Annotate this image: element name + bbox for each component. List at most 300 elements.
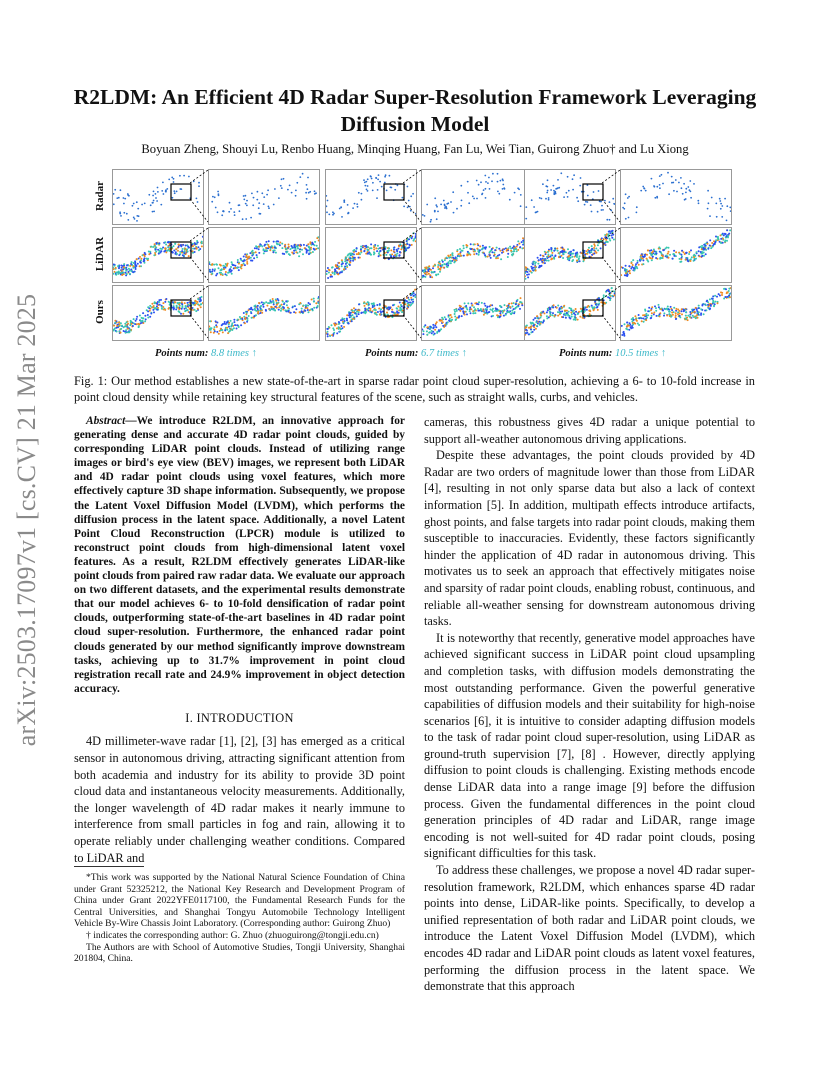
point	[329, 335, 331, 337]
point	[335, 265, 337, 267]
point	[332, 272, 334, 274]
point	[452, 252, 454, 254]
footnotes	[74, 872, 405, 965]
point	[689, 314, 691, 316]
point	[447, 266, 449, 268]
point	[432, 324, 434, 326]
point	[296, 182, 298, 184]
point	[370, 175, 372, 177]
point	[355, 250, 357, 252]
point	[553, 304, 555, 306]
point	[256, 256, 258, 258]
point	[498, 254, 500, 256]
point	[347, 204, 349, 206]
point	[286, 251, 288, 253]
point	[268, 206, 270, 208]
point	[396, 255, 398, 257]
point	[164, 309, 166, 311]
point	[120, 328, 122, 330]
point	[396, 308, 398, 310]
point	[185, 245, 187, 247]
point	[144, 257, 146, 259]
point	[703, 255, 705, 257]
point	[136, 316, 138, 318]
point	[460, 185, 462, 187]
point	[211, 263, 213, 265]
point	[251, 193, 253, 195]
point	[238, 269, 240, 271]
point	[141, 317, 143, 319]
point	[447, 321, 449, 323]
panel-radar-3-zoom	[620, 169, 732, 225]
point	[516, 306, 518, 308]
point	[228, 326, 230, 328]
point	[267, 244, 269, 246]
point	[299, 302, 301, 304]
point	[573, 313, 575, 315]
point	[628, 329, 630, 331]
point	[477, 308, 479, 310]
point	[587, 305, 589, 307]
point	[436, 206, 438, 208]
point	[257, 307, 259, 309]
point	[693, 256, 695, 258]
point	[258, 202, 260, 204]
point	[291, 192, 293, 194]
point	[173, 178, 175, 180]
point	[343, 199, 345, 201]
point	[184, 248, 186, 250]
point	[261, 301, 263, 303]
point	[594, 301, 596, 303]
point	[141, 204, 143, 206]
point	[145, 318, 147, 320]
point	[251, 251, 253, 253]
point	[224, 321, 226, 323]
point	[169, 248, 171, 250]
point	[484, 254, 486, 256]
point	[477, 310, 479, 312]
point	[567, 176, 569, 178]
point	[270, 302, 272, 304]
point	[710, 304, 712, 306]
point	[460, 255, 462, 257]
point	[126, 264, 128, 266]
point	[686, 258, 688, 260]
point	[484, 312, 486, 314]
point	[336, 327, 338, 329]
point	[572, 253, 574, 255]
point	[690, 260, 692, 262]
point	[136, 220, 138, 222]
point	[299, 248, 301, 250]
zoom-box	[384, 184, 404, 200]
point	[665, 248, 667, 250]
point	[511, 254, 513, 256]
point	[685, 192, 687, 194]
point	[428, 265, 430, 267]
point	[595, 248, 597, 250]
point	[662, 310, 664, 312]
point	[118, 321, 120, 323]
point	[434, 325, 436, 327]
point	[703, 244, 705, 246]
point	[513, 312, 515, 314]
point	[361, 199, 363, 201]
point	[709, 215, 711, 217]
point	[707, 248, 709, 250]
point	[187, 246, 189, 248]
point	[589, 310, 591, 312]
point	[712, 300, 714, 302]
point	[371, 311, 373, 313]
point	[442, 325, 444, 327]
point	[306, 307, 308, 309]
point	[535, 270, 537, 272]
point	[272, 300, 274, 302]
point	[350, 316, 352, 318]
point	[588, 250, 590, 252]
point	[553, 185, 555, 187]
point	[220, 269, 222, 271]
point	[513, 302, 515, 304]
point	[579, 260, 581, 262]
point	[629, 322, 631, 324]
point	[287, 311, 289, 313]
point	[671, 309, 673, 311]
point	[265, 301, 267, 303]
point	[691, 256, 693, 258]
point	[563, 250, 565, 252]
point	[635, 319, 637, 321]
point	[579, 316, 581, 318]
point	[376, 250, 378, 252]
point	[649, 252, 651, 254]
point	[547, 179, 549, 181]
point	[431, 276, 433, 278]
point	[346, 314, 348, 316]
point	[308, 192, 310, 194]
point	[681, 250, 683, 252]
point	[544, 312, 546, 314]
point	[556, 248, 558, 250]
point	[528, 273, 530, 275]
point	[127, 328, 129, 330]
point	[148, 194, 150, 196]
point	[439, 271, 441, 273]
point	[568, 255, 570, 257]
point	[487, 182, 489, 184]
point	[120, 332, 122, 334]
point	[315, 248, 317, 250]
point	[373, 251, 375, 253]
point	[327, 333, 329, 335]
point	[257, 305, 259, 307]
point	[364, 305, 366, 307]
point	[161, 306, 163, 308]
point	[354, 312, 356, 314]
point	[491, 180, 493, 182]
point	[540, 258, 542, 260]
point	[571, 316, 573, 318]
point	[559, 307, 561, 309]
point	[647, 261, 649, 263]
point	[723, 288, 725, 290]
point	[338, 323, 340, 325]
point	[365, 185, 367, 187]
point	[593, 252, 595, 254]
right-column	[424, 414, 755, 995]
point	[281, 243, 283, 245]
point	[626, 326, 628, 328]
point	[368, 251, 370, 253]
point	[268, 240, 270, 242]
point	[462, 245, 464, 247]
point	[551, 258, 553, 260]
point	[215, 207, 217, 209]
point	[696, 309, 698, 311]
point	[158, 242, 160, 244]
point	[546, 317, 548, 319]
point	[312, 251, 314, 253]
point	[544, 259, 546, 261]
point	[280, 185, 282, 187]
point	[491, 248, 493, 250]
point	[233, 211, 235, 213]
point	[341, 261, 343, 263]
point	[347, 322, 349, 324]
point	[136, 215, 138, 217]
point	[651, 178, 653, 180]
point	[285, 248, 287, 250]
point	[690, 191, 692, 193]
point	[547, 308, 549, 310]
point	[237, 259, 239, 261]
point	[248, 315, 250, 317]
point	[257, 191, 259, 193]
point	[517, 240, 519, 242]
point	[273, 204, 275, 206]
point	[593, 309, 595, 311]
point	[162, 302, 164, 304]
point	[160, 204, 162, 206]
point	[147, 310, 149, 312]
point	[132, 205, 134, 207]
point	[373, 309, 375, 311]
point	[729, 207, 731, 209]
point	[326, 205, 327, 207]
point	[175, 251, 177, 253]
point	[464, 302, 466, 304]
point	[659, 184, 661, 186]
point	[230, 208, 232, 210]
point	[182, 313, 184, 315]
point	[580, 308, 582, 310]
point	[455, 318, 457, 320]
point	[715, 236, 717, 238]
point	[490, 309, 492, 311]
point	[533, 261, 535, 263]
point	[164, 301, 166, 303]
point	[152, 195, 154, 197]
point	[142, 320, 144, 322]
point	[252, 309, 254, 311]
point	[656, 253, 658, 255]
point	[631, 262, 633, 264]
point	[676, 191, 678, 193]
point	[360, 250, 362, 252]
point	[367, 301, 369, 303]
point	[121, 267, 123, 269]
point	[327, 335, 329, 337]
point	[210, 331, 212, 333]
point	[707, 190, 709, 192]
point	[147, 314, 149, 316]
point	[567, 196, 569, 198]
point	[572, 249, 574, 251]
point	[161, 248, 163, 250]
point	[580, 177, 582, 179]
point	[301, 308, 303, 310]
point	[484, 305, 486, 307]
point	[557, 311, 559, 313]
point	[158, 253, 160, 255]
point	[643, 256, 645, 258]
point	[158, 299, 160, 301]
point	[293, 250, 295, 252]
point	[695, 258, 697, 260]
point	[714, 295, 716, 297]
point	[651, 315, 653, 317]
point	[177, 302, 179, 304]
point	[689, 251, 691, 253]
point	[288, 246, 290, 248]
point	[273, 303, 275, 305]
point	[225, 323, 227, 325]
point	[308, 311, 310, 313]
point	[245, 195, 247, 197]
point	[465, 305, 467, 307]
point	[489, 188, 491, 190]
point	[183, 175, 185, 177]
point	[295, 251, 297, 253]
point	[276, 302, 278, 304]
point	[365, 181, 367, 183]
point	[485, 197, 487, 199]
point	[241, 264, 243, 266]
point	[562, 316, 564, 318]
point	[366, 303, 368, 305]
point	[673, 307, 675, 309]
point	[341, 317, 343, 319]
point	[437, 264, 439, 266]
point	[308, 253, 310, 255]
point	[576, 255, 578, 257]
point	[431, 332, 433, 334]
point	[356, 247, 358, 249]
point	[712, 295, 714, 297]
point	[631, 318, 633, 320]
point	[535, 212, 537, 214]
point	[386, 190, 388, 192]
point	[509, 306, 511, 308]
point	[253, 197, 255, 199]
point	[457, 253, 459, 255]
point	[281, 187, 283, 189]
point	[283, 303, 285, 305]
point	[439, 320, 441, 322]
point	[525, 278, 527, 280]
point	[452, 257, 454, 259]
point	[534, 266, 536, 268]
point	[448, 261, 450, 263]
point	[250, 308, 252, 310]
point	[139, 315, 141, 317]
point	[429, 274, 431, 276]
point	[448, 316, 450, 318]
point	[638, 324, 640, 326]
point	[453, 261, 455, 263]
point	[681, 313, 683, 315]
point	[673, 190, 675, 192]
point	[450, 314, 452, 316]
point	[439, 261, 441, 263]
point	[649, 256, 651, 258]
point	[264, 244, 266, 246]
point	[701, 245, 703, 247]
point	[572, 189, 574, 191]
point	[668, 257, 670, 259]
point	[356, 315, 358, 317]
point	[286, 304, 288, 306]
point	[225, 271, 227, 273]
point	[645, 319, 647, 321]
point	[121, 274, 123, 276]
point	[546, 311, 548, 313]
point	[480, 181, 482, 183]
point	[483, 189, 485, 191]
point	[658, 304, 660, 306]
point	[532, 263, 534, 265]
point	[536, 325, 538, 327]
point	[683, 183, 685, 185]
point	[294, 305, 296, 307]
point	[540, 317, 542, 319]
point	[595, 303, 597, 305]
point	[443, 200, 445, 202]
point	[714, 301, 716, 303]
point	[507, 256, 509, 258]
point	[279, 305, 281, 307]
point	[426, 334, 428, 336]
point	[626, 273, 628, 275]
point	[474, 250, 476, 252]
point	[290, 312, 292, 314]
point	[572, 310, 574, 312]
point	[272, 250, 274, 252]
point	[162, 182, 164, 184]
point	[287, 189, 289, 191]
point	[309, 241, 311, 243]
point	[502, 188, 504, 190]
point	[244, 264, 246, 266]
point	[150, 313, 152, 315]
point	[584, 204, 586, 206]
point	[625, 193, 627, 195]
point	[444, 259, 446, 261]
panel-radar-2-zoom	[421, 169, 533, 225]
point	[379, 303, 381, 305]
